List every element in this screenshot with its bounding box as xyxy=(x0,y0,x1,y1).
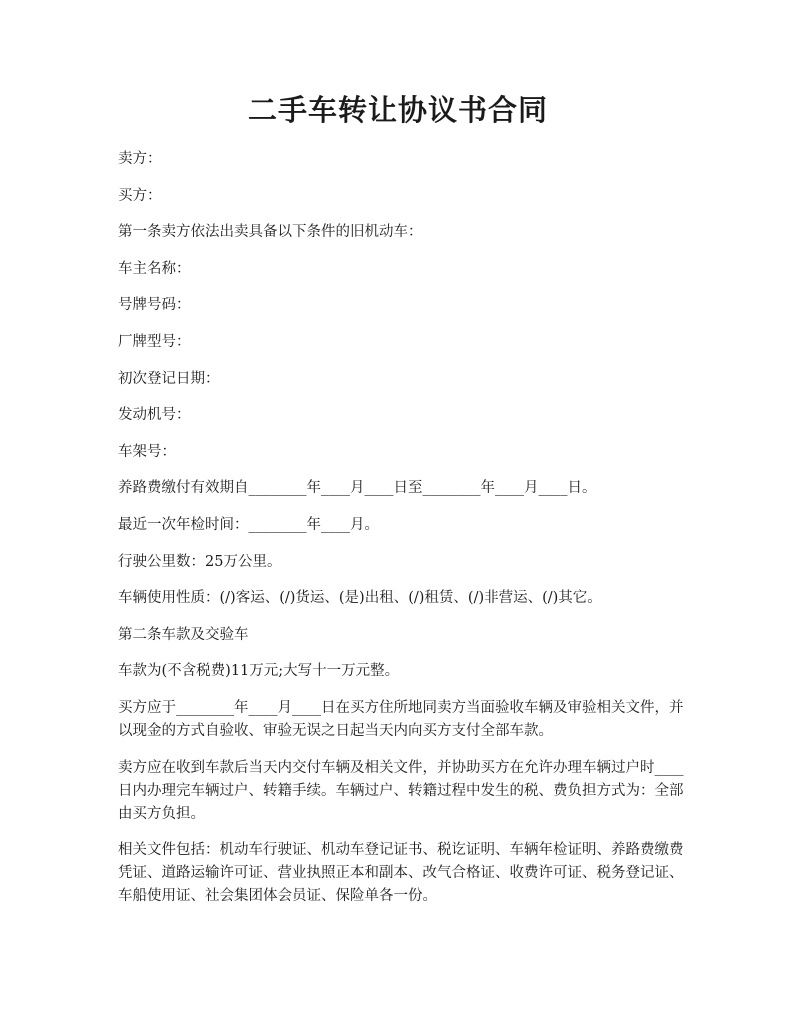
buyer-line: 买方： xyxy=(118,187,162,204)
document-title: 二手车转让协议书合同 xyxy=(247,93,548,127)
first-registration-line: 初次登记日期： xyxy=(118,370,220,387)
mileage-line: 行驶公里数：25万公里。 xyxy=(118,553,282,570)
delivery-transfer-paragraph: 卖方应在收到车款后当天内交付车辆及相关文件，并协助买方在允许办理车辆过户时____日内办理完车辆过户、转籍手续。车辆过户、转籍过程中发生的税、费负担方式为：全部由买方负担。 xyxy=(118,759,684,822)
engine-number-line: 发动机号： xyxy=(118,407,191,424)
seller-line: 卖方： xyxy=(118,151,162,167)
article-one-heading: 第一条卖方依法出卖具备以下条件的旧机动车： xyxy=(118,224,423,241)
document-body xyxy=(118,148,684,922)
last-inspection-line: 最近一次年检时间：________年____月。 xyxy=(118,516,379,533)
usage-nature-line: 车辆使用性质：(/)客运、(/)货运、(是)出租、(/)租赁、(/)非营运、(/)其它。 xyxy=(118,590,602,607)
article-two-heading: 第二条车款及交验车 xyxy=(118,626,249,643)
road-fee-validity-line: 养路费缴付有效期自________年____月____日至________年____月____日。 xyxy=(118,480,597,497)
owner-name-line: 车主名称： xyxy=(118,260,191,277)
plate-number-line: 号牌号码： xyxy=(118,297,191,314)
vin-line: 车架号： xyxy=(118,443,176,460)
price-line: 车款为(不含税费)11万元;大写十一万元整。 xyxy=(118,663,400,680)
inspection-payment-paragraph: 买方应于________年____月____日在买方住所地同卖方当面验收车辆及审验相关文件，并以现金的方式自验收、审验无误之日起当天内向买方支付全部车款。 xyxy=(118,699,684,739)
brand-model-line: 厂牌型号： xyxy=(118,333,191,350)
related-documents-paragraph: 相关文件包括：机动车行驶证、机动车登记证书、税讫证明、车辆年检证明、养路费缴费凭证、道路运输许可证、营业执照正本和副本、改气合格证、收费许可证、税务登记证、车船使用证、社会集团体会员证、保险单各一份。 xyxy=(118,842,684,905)
